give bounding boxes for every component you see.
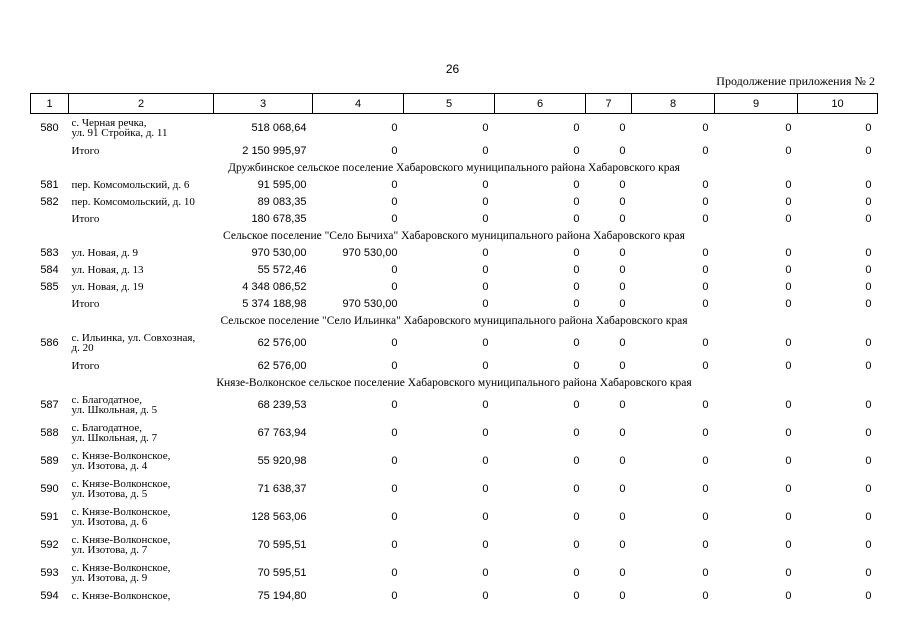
table-row xyxy=(31,244,878,261)
value-c3: 62 576,00 xyxy=(257,359,307,372)
value-c10: 0 xyxy=(865,427,872,439)
value-c7: 0 xyxy=(619,263,626,276)
address-cell xyxy=(69,278,214,295)
value-c3: 518 068,64 xyxy=(251,122,307,134)
value-c3: 128 563,06 xyxy=(251,511,307,523)
value-c3: 4 348 086,52 xyxy=(242,280,307,293)
table-row xyxy=(31,295,878,312)
value-c8: 0 xyxy=(702,280,709,293)
row-number: 584 xyxy=(40,263,59,276)
value-c9: 0 xyxy=(785,359,792,372)
table-row xyxy=(31,419,878,447)
value-c3: 91 595,00 xyxy=(257,178,307,191)
header-row xyxy=(31,94,878,114)
value-c4: 0 xyxy=(391,483,398,495)
value-c7: 0 xyxy=(619,511,626,523)
table-row xyxy=(31,587,878,604)
page-number: 26 xyxy=(445,62,460,76)
column-header: 7 xyxy=(586,94,632,114)
address-line: Итого xyxy=(71,297,100,310)
value-c3: 55 572,46 xyxy=(257,263,307,276)
value-c3: 89 083,35 xyxy=(257,195,307,208)
value-c7: 0 xyxy=(619,337,626,349)
address-line: ул. Школьная, д. 7 xyxy=(71,432,158,444)
value-c9: 0 xyxy=(785,297,792,310)
value-c6: 0 xyxy=(573,122,580,134)
value-c5: 0 xyxy=(482,212,489,225)
value-c8: 0 xyxy=(702,122,709,134)
section-heading: Князе-Волконское сельское поселение Хабаровского муниципального района Хабаровского края xyxy=(216,376,692,389)
value-c9: 0 xyxy=(785,539,792,551)
value-c7: 0 xyxy=(619,483,626,495)
value-c4: 0 xyxy=(391,589,398,602)
value-c6: 0 xyxy=(573,280,580,293)
address-line: ул. Изотова, д. 4 xyxy=(71,460,148,472)
value-c6: 0 xyxy=(573,297,580,310)
address-line: ул. Новая, д. 9 xyxy=(71,246,139,259)
value-c6: 0 xyxy=(573,455,580,467)
value-c10: 0 xyxy=(865,483,872,495)
table-row xyxy=(31,210,878,227)
value-c3: 75 194,80 xyxy=(257,589,307,602)
address-line: с. Князе-Волконское, xyxy=(71,450,171,462)
value-c7: 0 xyxy=(619,399,626,411)
value-c4: 0 xyxy=(391,212,398,225)
value-c8: 0 xyxy=(702,195,709,208)
value-c7: 0 xyxy=(619,297,626,310)
value-c6: 0 xyxy=(573,144,580,157)
value-c5: 0 xyxy=(482,195,489,208)
table-row xyxy=(31,559,878,587)
value-c10: 0 xyxy=(865,455,872,467)
value-c6: 0 xyxy=(573,246,580,259)
table-row xyxy=(31,193,878,210)
table-row xyxy=(31,278,878,295)
row-number: 591 xyxy=(40,511,59,523)
address-line: ул. Новая, д. 19 xyxy=(71,280,144,293)
value-c5: 0 xyxy=(482,337,489,349)
value-c6: 0 xyxy=(573,539,580,551)
address-line: ул. Изотова, д. 6 xyxy=(71,516,148,528)
value-c4: 970 530,00 xyxy=(342,246,398,259)
value-c5: 0 xyxy=(482,122,489,134)
value-c5: 0 xyxy=(482,297,489,310)
value-c10: 0 xyxy=(865,297,872,310)
value-c6: 0 xyxy=(573,589,580,602)
value-c5: 0 xyxy=(482,589,489,602)
value-c9: 0 xyxy=(785,511,792,523)
column-header: 9 xyxy=(715,94,798,114)
value-c4: 0 xyxy=(391,178,398,191)
value-c6: 0 xyxy=(573,567,580,579)
table-body xyxy=(31,114,878,605)
value-c9: 0 xyxy=(785,144,792,157)
value-c9: 0 xyxy=(785,122,792,134)
value-c5: 0 xyxy=(482,246,489,259)
value-c10: 0 xyxy=(865,178,872,191)
value-c5: 0 xyxy=(482,539,489,551)
address-cell xyxy=(69,475,214,503)
value-c6: 0 xyxy=(573,511,580,523)
value-c5: 0 xyxy=(482,280,489,293)
address-cell xyxy=(69,587,214,604)
address-cell xyxy=(69,176,214,193)
value-c4: 0 xyxy=(391,567,398,579)
address-line: пер. Комсомольский, д. 6 xyxy=(71,178,190,191)
value-c10: 0 xyxy=(865,359,872,372)
value-c8: 0 xyxy=(702,246,709,259)
value-c8: 0 xyxy=(702,359,709,372)
address-cell xyxy=(69,142,214,159)
value-c10: 0 xyxy=(865,399,872,411)
column-header: 5 xyxy=(404,94,495,114)
value-c8: 0 xyxy=(702,589,709,602)
value-c3: 70 595,51 xyxy=(257,567,307,579)
column-header: 6 xyxy=(495,94,586,114)
value-c5: 0 xyxy=(482,359,489,372)
value-c8: 0 xyxy=(702,539,709,551)
address-cell xyxy=(69,295,214,312)
value-c4: 0 xyxy=(391,359,398,372)
value-c3: 67 763,94 xyxy=(257,427,307,439)
value-c9: 0 xyxy=(785,280,792,293)
value-c8: 0 xyxy=(702,178,709,191)
value-c10: 0 xyxy=(865,511,872,523)
value-c10: 0 xyxy=(865,263,872,276)
value-c6: 0 xyxy=(573,178,580,191)
value-c4: 0 xyxy=(391,455,398,467)
address-cell xyxy=(69,357,214,374)
table-row xyxy=(31,475,878,503)
value-c9: 0 xyxy=(785,337,792,349)
value-c6: 0 xyxy=(573,427,580,439)
value-c4: 0 xyxy=(391,144,398,157)
value-c7: 0 xyxy=(619,427,626,439)
value-c9: 0 xyxy=(785,589,792,602)
value-c9: 0 xyxy=(785,399,792,411)
row-number: 593 xyxy=(40,567,59,579)
row-number: 587 xyxy=(40,399,59,411)
value-c10: 0 xyxy=(865,246,872,259)
value-c10: 0 xyxy=(865,337,872,349)
value-c10: 0 xyxy=(865,589,872,602)
address-line: с. Князе-Волконское, xyxy=(71,478,171,490)
address-cell xyxy=(69,329,214,357)
address-line: ул. Новая, д. 13 xyxy=(71,263,144,276)
table-row xyxy=(31,142,878,159)
value-c5: 0 xyxy=(482,399,489,411)
value-c8: 0 xyxy=(702,337,709,349)
address-cell xyxy=(69,503,214,531)
value-c9: 0 xyxy=(785,246,792,259)
row-number: 581 xyxy=(40,178,59,191)
section-heading-row xyxy=(31,312,878,329)
value-c3: 55 920,98 xyxy=(257,455,307,467)
value-c7: 0 xyxy=(619,246,626,259)
value-c3: 180 678,35 xyxy=(251,212,307,225)
value-c6: 0 xyxy=(573,337,580,349)
value-c5: 0 xyxy=(482,178,489,191)
address-cell xyxy=(69,531,214,559)
value-c5: 0 xyxy=(482,144,489,157)
table-row xyxy=(31,447,878,475)
value-c10: 0 xyxy=(865,539,872,551)
value-c7: 0 xyxy=(619,178,626,191)
value-c3: 68 239,53 xyxy=(257,399,307,411)
address-line: с. Ильинка, ул. Совхозная, xyxy=(71,332,196,344)
table-row xyxy=(31,503,878,531)
table-row xyxy=(31,329,878,357)
value-c10: 0 xyxy=(865,280,872,293)
address-cell xyxy=(69,419,214,447)
row-number: 585 xyxy=(40,280,59,293)
value-c7: 0 xyxy=(619,195,626,208)
value-c9: 0 xyxy=(785,263,792,276)
row-number: 580 xyxy=(40,122,59,134)
row-number: 592 xyxy=(40,539,59,551)
value-c6: 0 xyxy=(573,195,580,208)
address-cell xyxy=(69,244,214,261)
value-c8: 0 xyxy=(702,399,709,411)
section-heading: Сельское поселение "Село Бычиха" Хабаровского муниципального района Хабаровского края xyxy=(223,229,685,242)
value-c7: 0 xyxy=(619,455,626,467)
value-c3: 2 150 995,97 xyxy=(242,144,307,157)
value-c7: 0 xyxy=(619,539,626,551)
row-number xyxy=(31,357,69,374)
value-c9: 0 xyxy=(785,567,792,579)
row-number xyxy=(31,295,69,312)
value-c10: 0 xyxy=(865,195,872,208)
value-c8: 0 xyxy=(702,212,709,225)
value-c3: 970 530,00 xyxy=(251,246,307,259)
address-line: Итого xyxy=(71,144,100,157)
column-header: 4 xyxy=(313,94,404,114)
value-c10: 0 xyxy=(865,212,872,225)
data-table xyxy=(30,93,878,604)
table-row xyxy=(31,114,878,143)
section-heading-row xyxy=(31,227,878,244)
value-c6: 0 xyxy=(573,212,580,225)
row-number: 586 xyxy=(40,337,59,349)
value-c3: 71 638,37 xyxy=(257,483,307,495)
address-line: пер. Комсомольский, д. 10 xyxy=(71,195,195,208)
value-c8: 0 xyxy=(702,427,709,439)
value-c10: 0 xyxy=(865,567,872,579)
row-number xyxy=(31,142,69,159)
column-header: 1 xyxy=(31,94,69,114)
value-c8: 0 xyxy=(702,455,709,467)
address-cell xyxy=(69,447,214,475)
value-c4: 0 xyxy=(391,122,398,134)
address-cell xyxy=(69,261,214,278)
column-header: 3 xyxy=(214,94,313,114)
value-c8: 0 xyxy=(702,297,709,310)
value-c7: 0 xyxy=(619,359,626,372)
address-line: ул. 91 Стройка, д. 11 xyxy=(71,127,168,139)
address-line: ул. Изотова, д. 9 xyxy=(71,572,148,584)
value-c7: 0 xyxy=(619,589,626,602)
value-c10: 0 xyxy=(865,144,872,157)
value-c9: 0 xyxy=(785,178,792,191)
address-line: с. Князе-Волконское, xyxy=(71,534,171,546)
value-c9: 0 xyxy=(785,195,792,208)
value-c6: 0 xyxy=(573,483,580,495)
column-header: 8 xyxy=(632,94,715,114)
address-line: ул. Изотова, д. 5 xyxy=(71,488,148,500)
value-c8: 0 xyxy=(702,567,709,579)
value-c9: 0 xyxy=(785,427,792,439)
value-c7: 0 xyxy=(619,144,626,157)
table-row xyxy=(31,357,878,374)
value-c6: 0 xyxy=(573,263,580,276)
value-c9: 0 xyxy=(785,212,792,225)
address-line: с. Князе-Волконское, xyxy=(71,589,171,602)
address-line: Итого xyxy=(71,359,100,372)
table-row xyxy=(31,176,878,193)
address-line: с. Благодатное, xyxy=(71,394,143,406)
address-cell xyxy=(69,559,214,587)
value-c3: 5 374 188,98 xyxy=(242,297,307,310)
address-line: с. Черная речка, xyxy=(71,117,147,129)
section-heading: Дружбинское сельское поселение Хабаровского муниципального района Хабаровского края xyxy=(228,161,680,174)
table-row xyxy=(31,261,878,278)
value-c5: 0 xyxy=(482,483,489,495)
row-number: 589 xyxy=(40,455,59,467)
value-c6: 0 xyxy=(573,359,580,372)
value-c4: 0 xyxy=(391,195,398,208)
value-c5: 0 xyxy=(482,511,489,523)
value-c5: 0 xyxy=(482,263,489,276)
value-c8: 0 xyxy=(702,483,709,495)
value-c7: 0 xyxy=(619,280,626,293)
value-c9: 0 xyxy=(785,455,792,467)
table-row xyxy=(31,531,878,559)
value-c4: 970 530,00 xyxy=(342,297,398,310)
continuation-label: Продолжение приложения № 2 xyxy=(716,74,875,88)
column-header: 10 xyxy=(798,94,878,114)
row-number xyxy=(31,210,69,227)
value-c4: 0 xyxy=(391,280,398,293)
value-c8: 0 xyxy=(702,263,709,276)
section-heading-row xyxy=(31,374,878,391)
value-c5: 0 xyxy=(482,427,489,439)
address-line: с. Благодатное, xyxy=(71,422,143,434)
row-number: 588 xyxy=(40,427,59,439)
table-row xyxy=(31,391,878,419)
value-c4: 0 xyxy=(391,263,398,276)
address-line: с. Князе-Волконское, xyxy=(71,506,171,518)
value-c6: 0 xyxy=(573,399,580,411)
address-line: ул. Изотова, д. 7 xyxy=(71,544,148,556)
value-c7: 0 xyxy=(619,567,626,579)
value-c4: 0 xyxy=(391,337,398,349)
row-number: 583 xyxy=(40,246,59,259)
value-c4: 0 xyxy=(391,399,398,411)
value-c9: 0 xyxy=(785,483,792,495)
value-c5: 0 xyxy=(482,567,489,579)
value-c4: 0 xyxy=(391,539,398,551)
address-cell xyxy=(69,210,214,227)
address-line: д. 20 xyxy=(71,342,94,354)
value-c8: 0 xyxy=(702,511,709,523)
address-cell xyxy=(69,391,214,419)
value-c3: 62 576,00 xyxy=(257,337,307,349)
section-heading: Сельское поселение "Село Ильинка" Хабаровского муниципального района Хабаровского края xyxy=(220,314,688,327)
value-c8: 0 xyxy=(702,144,709,157)
address-line: с. Князе-Волконское, xyxy=(71,562,171,574)
value-c7: 0 xyxy=(619,122,626,134)
section-heading-row xyxy=(31,159,878,176)
value-c5: 0 xyxy=(482,455,489,467)
value-c3: 70 595,51 xyxy=(257,539,307,551)
address-cell xyxy=(69,193,214,210)
row-number: 582 xyxy=(40,195,59,208)
row-number: 594 xyxy=(40,589,59,602)
row-number: 590 xyxy=(40,483,59,495)
value-c4: 0 xyxy=(391,511,398,523)
value-c7: 0 xyxy=(619,212,626,225)
address-line: Итого xyxy=(71,212,100,225)
address-line: ул. Школьная, д. 5 xyxy=(71,404,158,416)
value-c4: 0 xyxy=(391,427,398,439)
column-header: 2 xyxy=(69,94,214,114)
address-cell xyxy=(69,114,214,143)
value-c10: 0 xyxy=(865,122,872,134)
